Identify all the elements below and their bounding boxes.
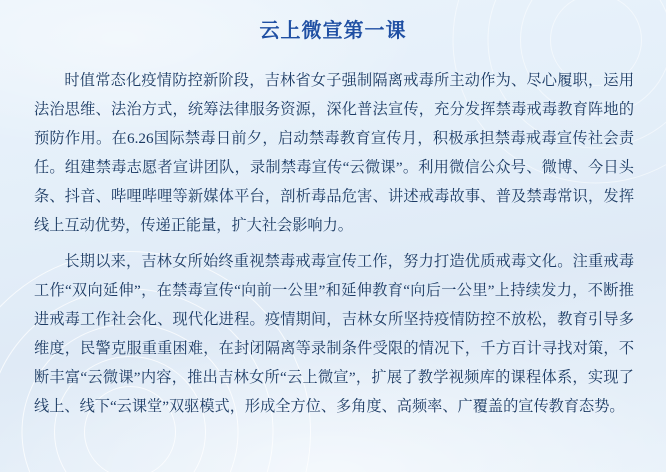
page-title: 云上微宣第一课	[259, 20, 407, 42]
paragraph-1: 时值常态化疫情防控新阶段，吉林省女子强制隔离戒毒所主动作为、尽心履职，运用法治思维、法治方式，统筹法律服务资源，深化普法宣传，充分发挥禁毒戒毒教育阵地的预防作用。在6.26国际禁毒日前夕，启动禁毒教育宣传月，积极承担禁毒戒毒宣传社会责任。组建禁毒志愿者宣讲团队，录制禁毒宣传“云微课”。利用微信公众号、微博、今日头条、抖音、哔哩哔哩等新媒体平台，剖析毒品危害、讲述戒毒故事、普及禁毒常识，发挥线上互动优势，传递正能量，扩大社会影响力。	[34, 72, 634, 234]
paragraph-2: 长期以来，吉林女所始终重视禁毒戒毒宣传工作，努力打造优质戒毒文化。注重戒毒工作“双向延伸”，在禁毒宣传“向前一公里”和延伸教育“向后一公里”上持续发力，不断推进戒毒工作社会化、现代化进程。疫情期间，吉林女所坚持疫情防控不放松，教育引导多维度，民警克服重重困难，在封闭隔离等录制条件受限的情况下，千方百计寻找对策，不断丰富“云微课”内容，推出吉林女所“云上微宣”，扩展了教学视频库的课程体系，实现了线上、线下“云课堂”双驱模式，形成全方位、多角度、高频率、广覆盖的宣传教育态势。	[34, 253, 634, 415]
document-body	[34, 66, 634, 421]
